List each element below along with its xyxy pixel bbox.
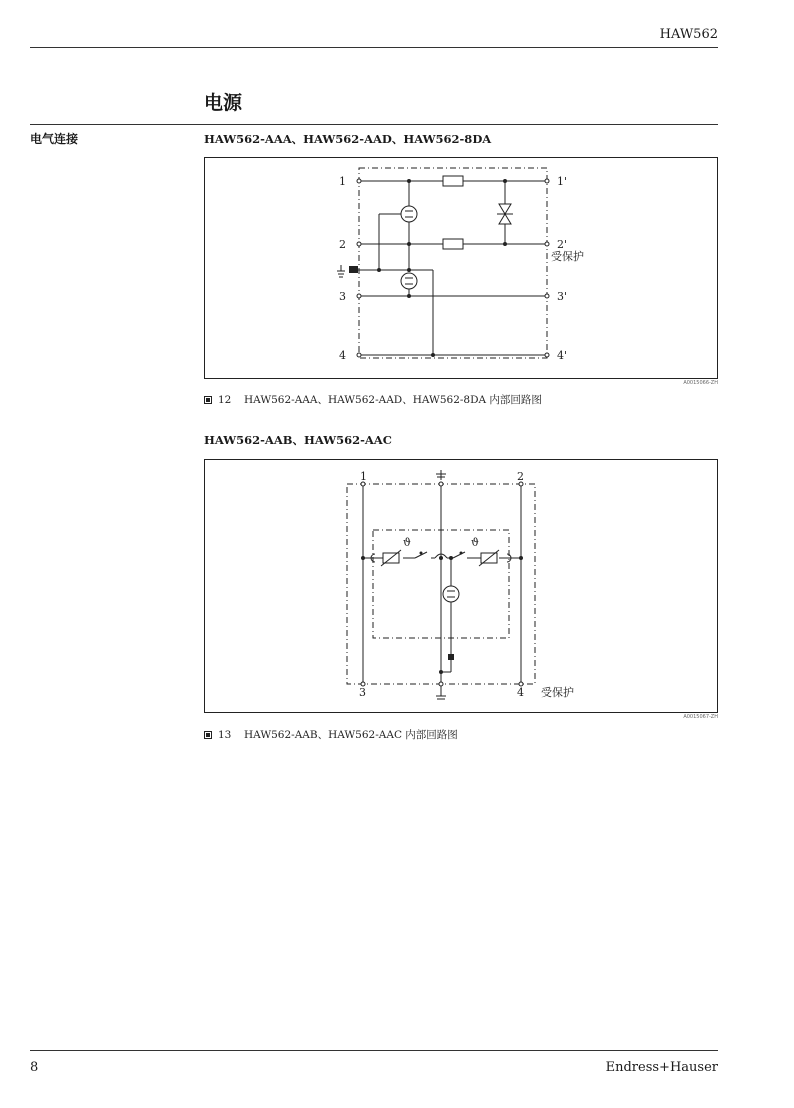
figure13-circuit-diagram [205, 460, 717, 712]
terminal-2-protected: 2' [557, 238, 568, 251]
figure13-caption [204, 727, 458, 742]
terminal-2: 2 [339, 238, 346, 251]
earth-terminal-block [349, 266, 358, 273]
brand-name: Endress+Hauser [605, 1060, 718, 1075]
gas-discharge-tube [443, 586, 459, 602]
figure12-number: 12 [218, 393, 232, 406]
gas-discharge-tube-2 [401, 273, 417, 289]
document-id: HAW562 [659, 27, 718, 42]
terminal-2: 2 [517, 470, 524, 483]
footer-rule [30, 1050, 718, 1051]
terminal-1-protected: 1' [557, 175, 568, 188]
figure13-caption-text: HAW562-AAB、HAW562-AAC 内部回路图 [244, 729, 458, 741]
page-number: 8 [30, 1060, 39, 1075]
figure12-frame [204, 157, 718, 379]
earth-contact [448, 654, 454, 660]
terminal-1: 1 [339, 175, 346, 188]
section-title: 电源 [204, 92, 243, 114]
figure12-ref-code: A0015066-ZH [683, 380, 718, 386]
figure12-caption [204, 392, 542, 407]
protected-label: 受保护 [551, 250, 584, 263]
figure13-subtitle: HAW562-AAB、HAW562-AAC [204, 433, 392, 447]
thermal-symbol-right: ϑ [471, 536, 479, 549]
header-rule [30, 47, 718, 48]
terminal-4: 4 [517, 686, 524, 699]
section-rule [30, 124, 718, 125]
terminal-4: 4 [339, 349, 346, 362]
resistor-bottom [443, 239, 463, 249]
thermal-symbol-left: ϑ [403, 536, 411, 549]
terminal-3-protected: 3' [557, 290, 568, 303]
gas-discharge-tube-1 [401, 206, 417, 222]
figure-icon [204, 396, 212, 404]
terminal-3: 3 [339, 290, 346, 303]
resistor-top [443, 176, 463, 186]
figure12-circuit-diagram [205, 158, 717, 378]
figure13-number: 13 [218, 728, 232, 741]
terminal-3: 3 [359, 686, 366, 699]
side-label: 电气连接 [30, 132, 79, 146]
figure-icon [204, 731, 212, 739]
protected-label: 受保护 [541, 686, 574, 699]
figure13-ref-code: A0015067-ZH [683, 714, 718, 720]
enclosure-boundary [359, 168, 547, 358]
figure12-caption-text: HAW562-AAA、HAW562-AAD、HAW562-8DA 内部回路图 [244, 394, 542, 406]
figure13-frame [204, 459, 718, 713]
terminal-4-protected: 4' [557, 349, 568, 362]
terminal-1: 1 [360, 470, 367, 483]
figure12-subtitle: HAW562-AAA、HAW562-AAD、HAW562-8DA [204, 132, 492, 146]
